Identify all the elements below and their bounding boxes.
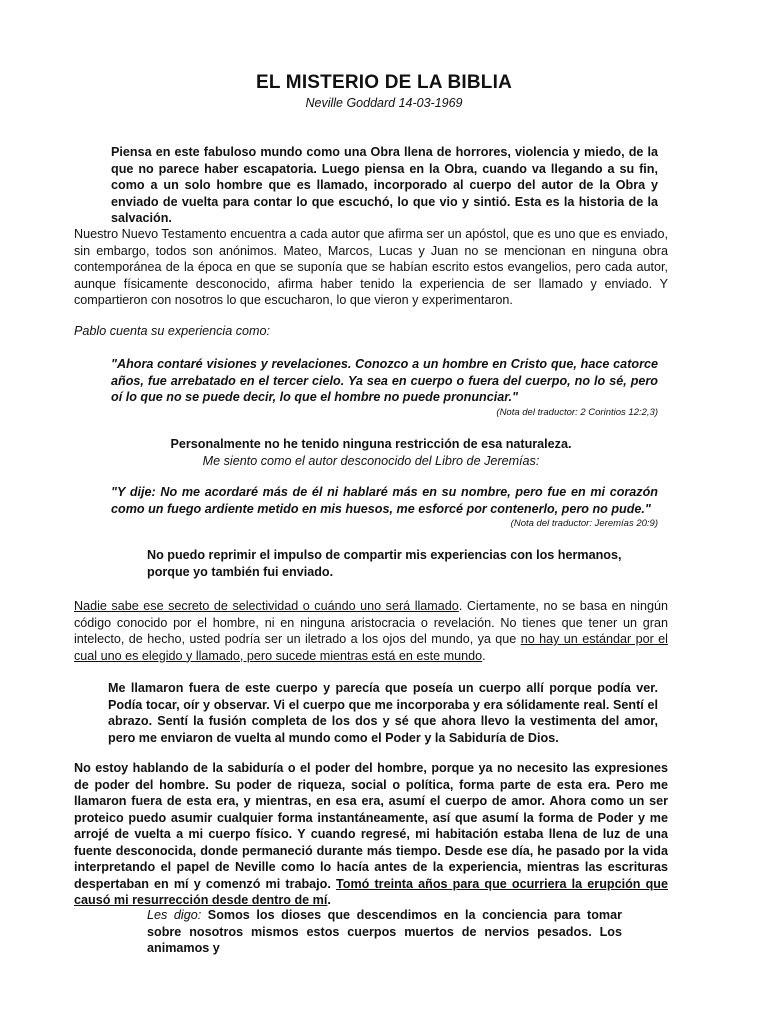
center-statement	[74, 436, 668, 469]
quote-corinthians	[111, 356, 658, 419]
paragraph-text	[74, 760, 668, 909]
center-line-1: Personalmente no he tenido ninguna restricción de esa naturaleza.	[170, 437, 572, 451]
paragraph-pablo	[74, 323, 668, 340]
quote-text: "Y dije: No me acordaré más de él ni hablaré más en su nombre, pero fue en mi corazón como un fuego ardiente metido en mis huesos, me esforcé por contenerlo, pero no pude."	[111, 485, 658, 516]
underlined-text: Nadie sabe ese secreto de selectividad o cuándo uno será llamado	[74, 599, 459, 613]
paragraph-segment: .	[482, 648, 486, 663]
paragraph-segment: No estoy hablando de la sabiduría o el poder del hombre, porque ya no necesito las expresiones de poder del hombre. Su poder de riqueza, social o política, forma parte de esta era. Pero me llamaron fuera de esta era, y mientras, en esa era, asumí el cuerpo de amor. Ahora como un ser proteico puedo asumir cualquier forma instantáneamente, así que asumí la forma de Poder y me arrojé de vuelta a mi cuerpo físico. Y cuando regresé, mi habitación estaba llena de luz de una fuente desconocida, donde permaneció durante más tiempo. Desde ese día, he pasado por la vida interpretando el papel de Neville como lo hacía antes de la experiencia, mientras las escrituras despertaban en mí y comenzó mi trabajo.	[74, 761, 668, 891]
underlined-text: no hay un estándar por el cual uno es elegido y llamado, pero sucede mientras está en este mundo	[74, 632, 668, 663]
paragraph-segment: . Ciertamente, no se basa en ningún código conocido por el hombre, ni en ninguna aristocracia o revelación. No tienes que tener un gran intelecto, de hecho, usted podría ser un iletrado a los ojos del mundo, ya que	[74, 599, 668, 646]
center-line-2: Me siento como el autor desconocido del Libro de Jeremías:	[202, 453, 540, 468]
paragraph-selectivity	[74, 598, 668, 664]
paragraph-text: Nuestro Nuevo Testamento encuentra a cada autor que afirma ser un apóstol, que es uno que es enviado, sin embargo, todos son anónimos. Mateo, Marcos, Lucas y Juan no se mencionan en ninguna obra contemporánea de la época en que se suponía que se habían escrito estos evangelios, pero cada autor, aunque físicamente desconocido, afirma haber tenido la experiencia de ser llamado y enviado. Y compartieron con nosotros lo que escucharon, lo que vieron y experimentaron.	[74, 227, 668, 307]
closing-paragraph	[147, 907, 622, 957]
paragraph-text: No puedo reprimir el impulso de compartir mis experiencias con los hermanos, porque yo también fui enviado.	[147, 548, 622, 579]
paragraph-new-testament	[74, 226, 668, 309]
translator-note: (Nota del traductor: Jeremías 20:9)	[510, 518, 658, 529]
quote-jeremiah	[111, 484, 658, 530]
page-title: EL MISTERIO DE LA BIBLIA	[255, 72, 513, 93]
underlined-text: Tomó treinta años para que ocurriera la erupción que causó mi resurrección desde dentro de mí	[74, 876, 668, 907]
paragraph-text	[74, 598, 668, 664]
paragraph-text: Pablo cuenta su experiencia como:	[74, 324, 271, 338]
page-subtitle: Neville Goddard 14-03-1969	[305, 96, 463, 110]
paragraph-wisdom	[74, 760, 668, 909]
paragraph-text	[147, 907, 622, 957]
translator-note: (Nota del traductor: 2 Corintios 12:2,3)	[496, 406, 658, 418]
lead-text: Les digo:	[147, 908, 202, 922]
quote-text: "Ahora contaré visiones y revelaciones. Conozco a un hombre en Cristo que, hace catorce años, fue arrebatado en el tercer cielo. Ya sea en cuerpo o fuera del cuerpo, no lo sé, pero oí lo que no se puede decir, lo que el hombre no puede pronunciar."	[111, 357, 658, 404]
paragraph-text: Me llamaron fuera de este cuerpo y parecía que poseía un cuerpo allí porque podía ver. Podía tocar, oír y observar. Vi el cuerpo que me incorporaba y era sólidamente real. Sentí el abrazo. Sentí la fusión completa de los dos y sé que ahora llevo la vestimenta del amor, pero me enviaron de vuelta al mundo como el Poder y la Sabiduría de Dios.	[108, 681, 658, 745]
intro-text: Piensa en este fabuloso mundo como una Obra llena de horrores, violencia y miedo, de la que no parece haber escapatoria. Luego piensa en la Obra, cuando va llegando a su fin, como a un solo hombre que es llamado, incorporado al cuerpo del autor de la Obra y enviado de vuelta para contar lo que escuchó, lo que vio y sintió. Esta es la historia de la salvación.	[111, 145, 658, 225]
sent-paragraph	[147, 547, 627, 580]
paragraph-segment: .	[327, 893, 331, 907]
intro-paragraph	[111, 144, 658, 227]
paragraph-segment: Somos los dioses que descendimos en la conciencia para tomar sobre nosotros mismos estos cuerpos muertos de nervios pesados. Los animamos y	[147, 908, 622, 955]
experience-paragraph	[108, 680, 658, 746]
